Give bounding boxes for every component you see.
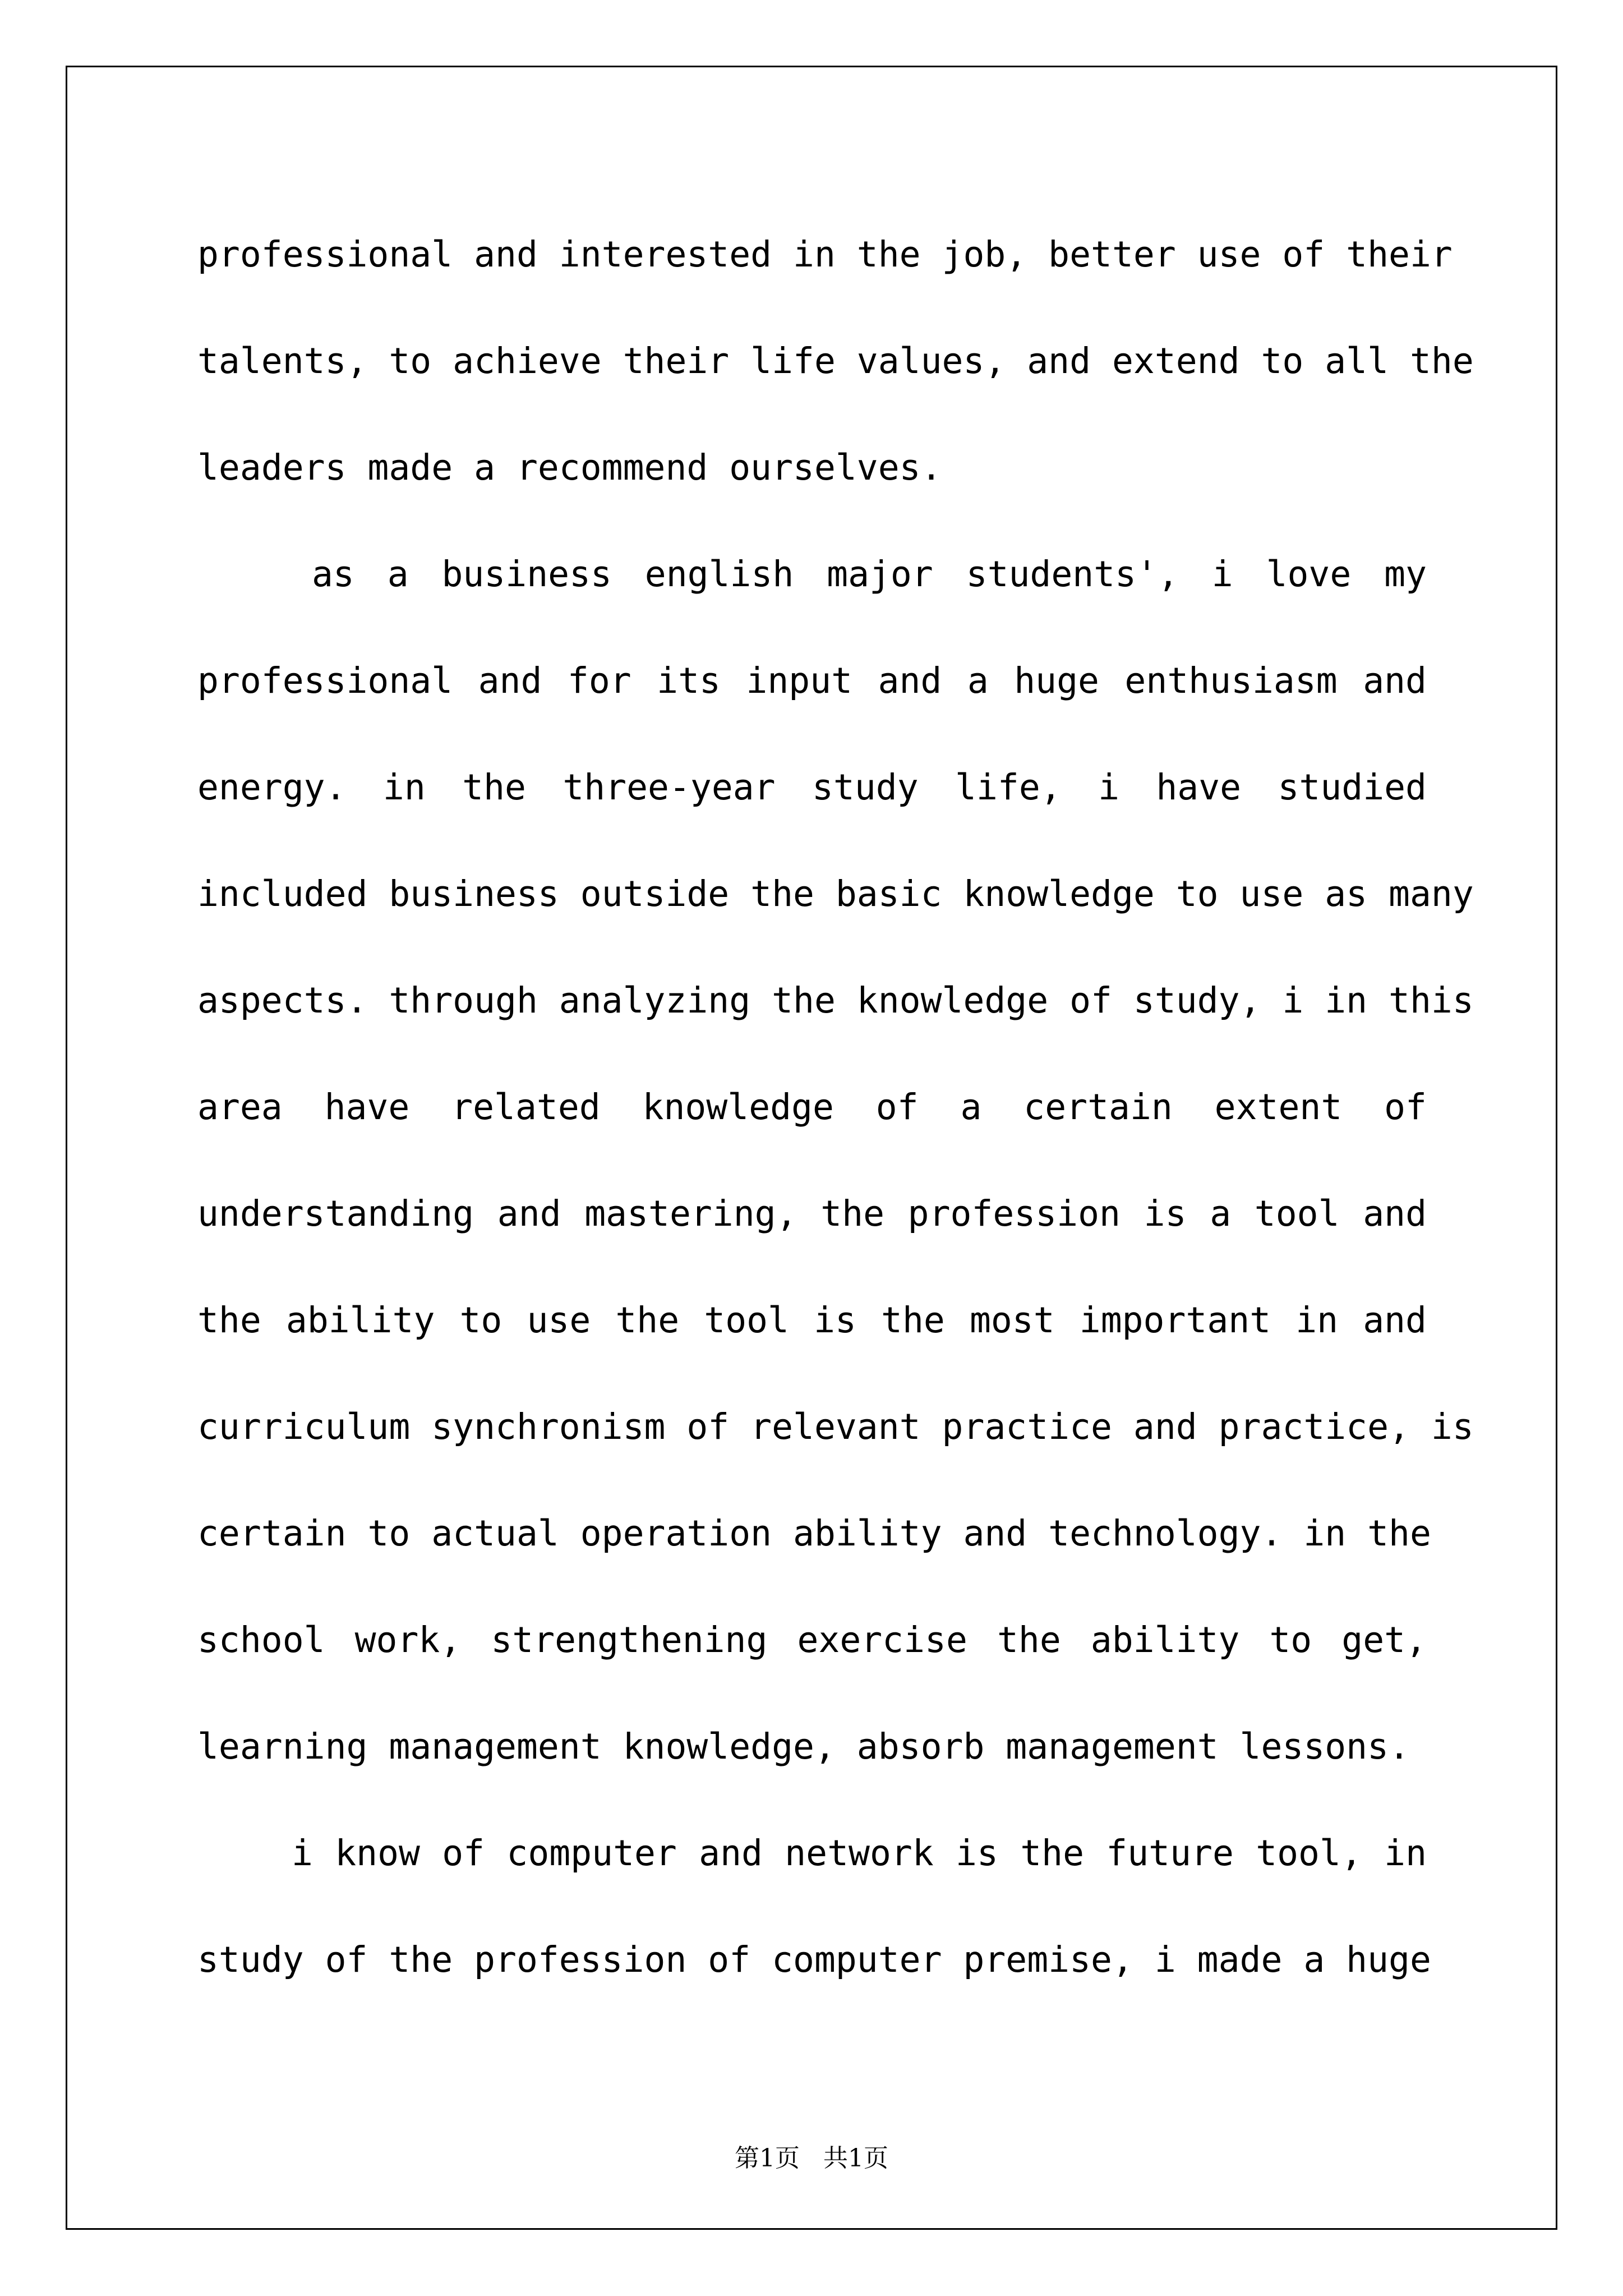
text-line: talents, to achieve their life values, and extend to all the: [197, 341, 1474, 381]
text-line: i know of computer and network is the future tool, in: [292, 1833, 1427, 1874]
text-line: school work, strengthening exercise the ability to get,: [197, 1619, 1427, 1660]
text-line: the ability to use the tool is the most important in and: [197, 1300, 1427, 1341]
text-line: included business outside the basic knowledge to use as many: [197, 873, 1474, 914]
text-line: professional and for its input and a huge enthusiasm and: [197, 660, 1427, 701]
text-line: aspects. through analyzing the knowledge of study, i in this: [197, 980, 1474, 1021]
text-line: area have related knowledge of a certain extent of: [197, 1087, 1427, 1128]
text-line: professional and interested in the job, better use of their: [197, 234, 1453, 275]
text-line: leaders made a recommend ourselves.: [197, 447, 942, 488]
page-footer: 第1页 共1页: [735, 2144, 888, 2173]
text-line: understanding and mastering, the profession is a tool and: [197, 1193, 1427, 1234]
page-border: [66, 66, 1557, 2230]
text-line: as a business english major students', i love my: [312, 554, 1427, 595]
text-line: energy. in the three-year study life, i have studied: [197, 767, 1427, 808]
text-line: curriculum synchronism of relevant practice and practice, is: [197, 1406, 1474, 1447]
text-line: learning management knowledge, absorb management lessons.: [197, 1726, 1410, 1767]
text-line: study of the profession of computer premise, i made a huge: [197, 1939, 1431, 1980]
text-line: certain to actual operation ability and technology. in the: [197, 1513, 1431, 1554]
